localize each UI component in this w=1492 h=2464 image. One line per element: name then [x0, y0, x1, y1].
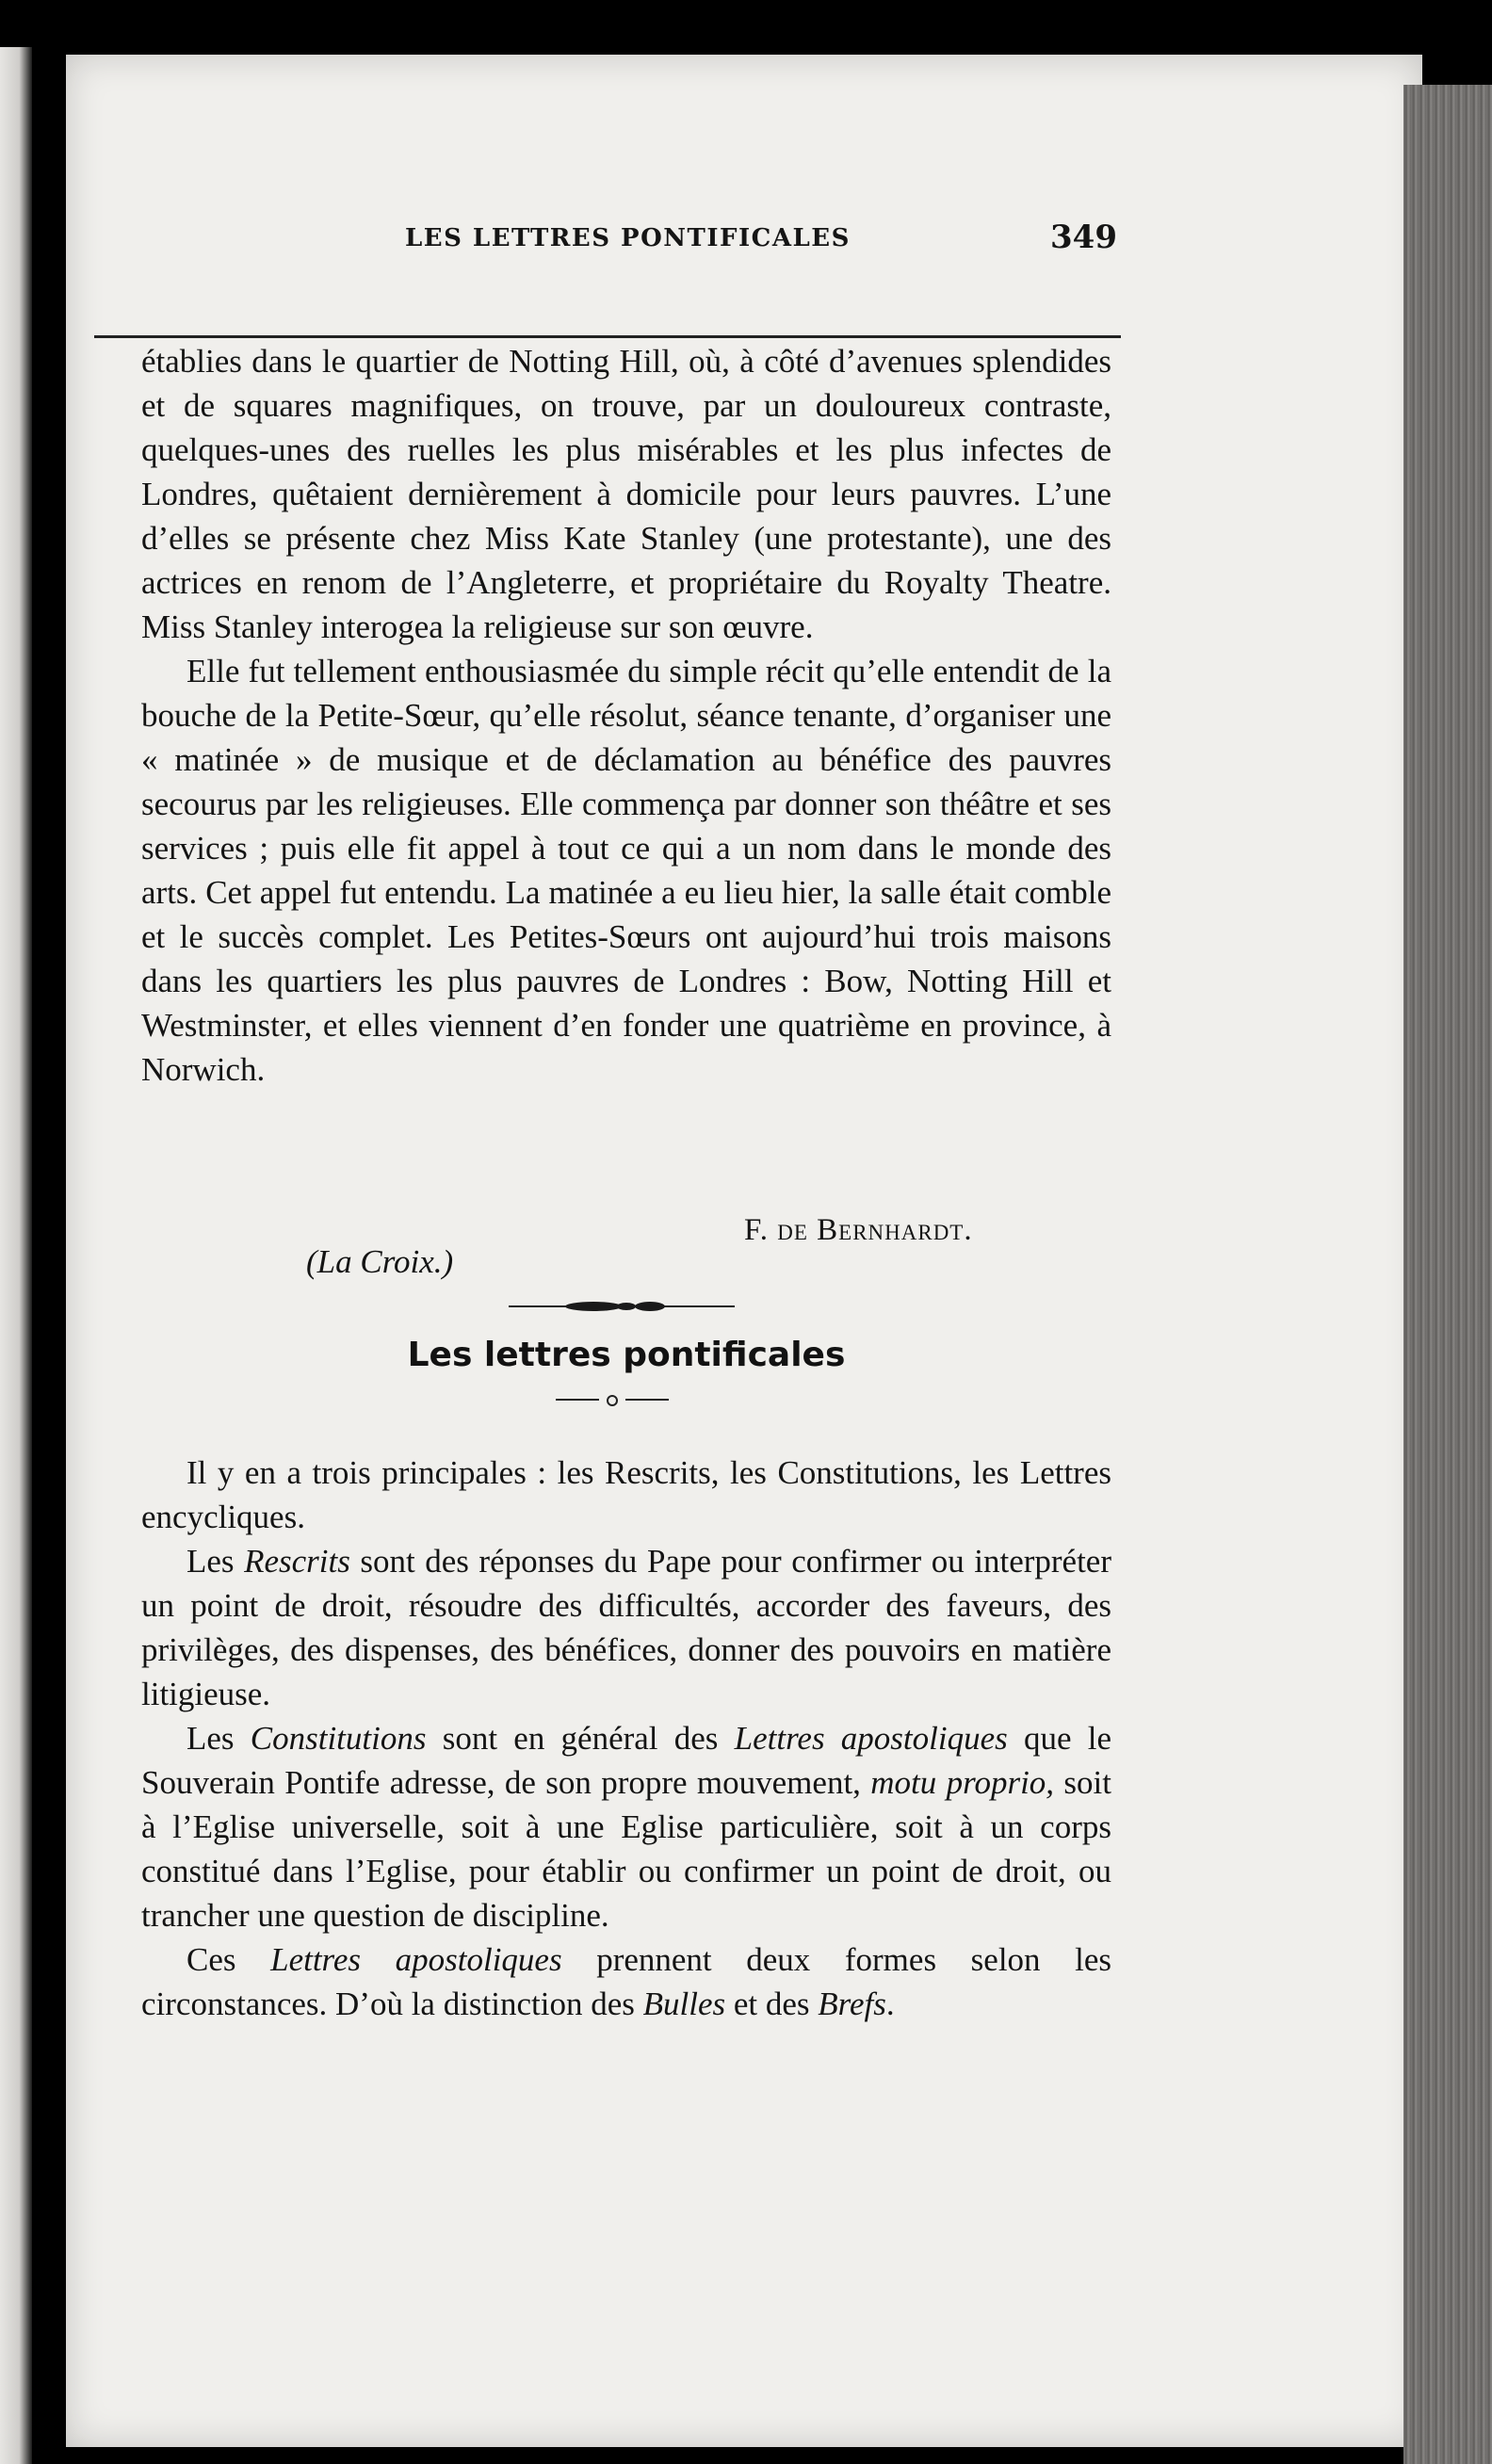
- paragraph: Elle fut tellement enthousiasmée du simple récit qu’elle entendit de la bouche de la Petite-Sœur, qu’elle résolut, séance tenante, d’organiser une « matinée » de musique et de déclamation au bénéfice des pauvres secourus par les religieuses. Elle commença par donner son théâtre et ses services ; puis elle fit appel à tout ce qui a un nom dans le monde des arts. Cet appel fut entendu. La matinée a eu lieu hier, la salle était comble et le succès complet. Les Petites-Sœurs ont aujourd’hui trois maisons dans les quartiers les plus pauvres de Londres : Bow, Notting Hill et Westminster, et elles viennent d’en fonder une quatrième en province, à Norwich.: [141, 653, 1111, 1088]
- term-lettres-apostoliques: Lettres apostoliques: [734, 1720, 1008, 1757]
- article-body-2: [141, 1451, 1111, 2026]
- term-constitutions: Constitutions: [250, 1720, 427, 1757]
- book-left-edge: [0, 47, 32, 2464]
- small-divider: [537, 1388, 688, 1411]
- paragraph: Ces Lettres apostoliques prennent deux formes selon les circonstances. D’où la distinction des Bulles et des Brefs.: [141, 1941, 1112, 2022]
- term-brefs: Brefs: [818, 1986, 886, 2022]
- signature-name: de Bernhardt.: [777, 1213, 973, 1247]
- paragraph: Les Rescrits sont des réponses du Pape pour confirmer ou interpréter un point de droit, résoudre des difficultés, accorder des faveurs, des privilèges, des dispenses, des bénéfices, donner des pouvoirs en matière litigieuse.: [141, 1543, 1111, 1712]
- term-bulles: Bulles: [642, 1986, 726, 2022]
- term-motu-proprio: motu proprio,: [870, 1764, 1055, 1801]
- page-stack-edge: [1403, 85, 1492, 2464]
- paragraph: Il y en a trois principales : les Rescrits, les Constitutions, les Lettres encycliques.: [141, 1454, 1111, 1535]
- source-citation: (La Croix.): [306, 1243, 454, 1280]
- running-head: [94, 219, 1121, 275]
- signature-initial: F.: [744, 1213, 778, 1247]
- page-number: 349: [1050, 219, 1117, 256]
- author-signature: [744, 1213, 973, 1248]
- section-title: Les lettres pontificales: [407, 1336, 846, 1374]
- article-body: [141, 339, 1111, 1092]
- ornament-divider: [509, 1296, 735, 1317]
- term-lettres-apostoliques: Lettres apostoliques: [270, 1941, 562, 1978]
- paragraph: établies dans le quartier de Notting Hill, où, à côté d’avenues splendides et de squares magnifiques, on trouve, par un douloureux contraste, quelques-unes des ruelles les plus misérables et les plus infectes de Londres, quêtaient dernièrement à domicile pour leurs pauvres. L’une d’elles se présente chez Miss Kate Stanley (une protestante), une des actrices en renom de l’Angleterre, et propriétaire du Royalty Theatre. Miss Stanley interogea la religieuse sur son œuvre.: [141, 343, 1111, 645]
- term-rescrits: Rescrits: [244, 1543, 350, 1580]
- header-rule: [94, 335, 1121, 338]
- paragraph: Les Constitutions sont en général des Lettres apostoliques que le Souverain Pontife adresse, de son propre mouvement, motu proprio, soit à l’Eglise universelle, soit à une Eglise particulière, soit à un corps constitué dans l’Eglise, pour établir ou confirmer un point de droit, ou trancher une question de discipline.: [141, 1720, 1111, 1934]
- running-head-title: LES LETTRES PONTIFICALES: [405, 224, 851, 252]
